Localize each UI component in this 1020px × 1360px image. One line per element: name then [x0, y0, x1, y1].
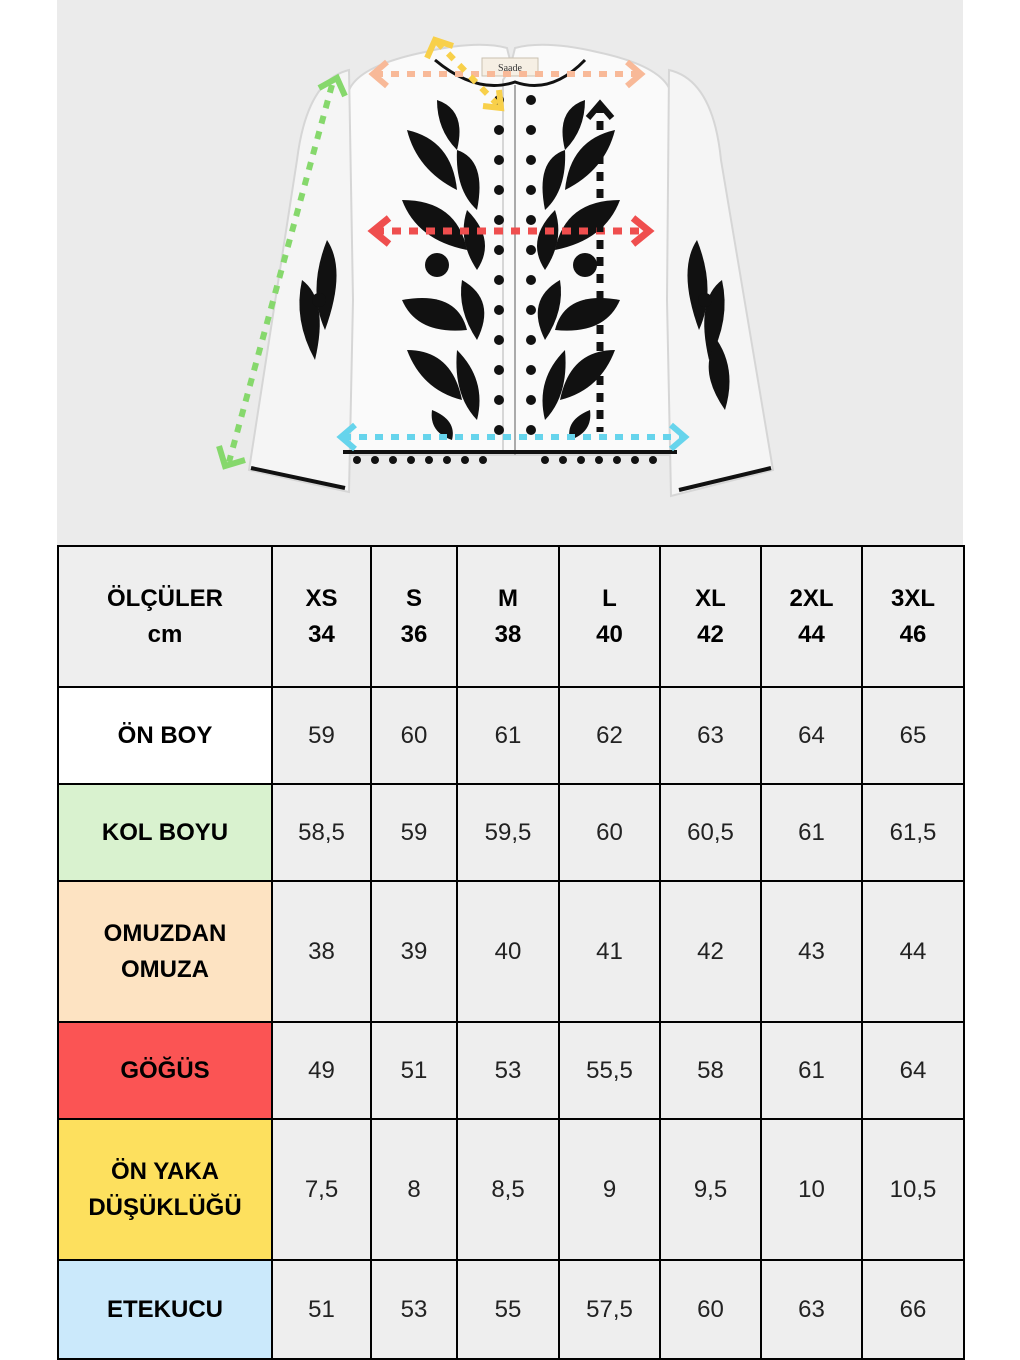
value-cell: 38 [272, 881, 371, 1022]
size-header-s [371, 546, 457, 687]
cell-line: OMUZA [121, 955, 209, 983]
value-cell: 43 [761, 881, 862, 1022]
value-cell: 53 [371, 1260, 457, 1359]
size-name: XL [695, 584, 726, 612]
cell-line: KOL BOYU [101, 818, 229, 846]
value-cell: 59 [371, 784, 457, 881]
value-cell: 49 [272, 1022, 371, 1119]
row-chest [58, 1022, 964, 1119]
row-label-cell [58, 1260, 272, 1359]
value-cell: 9 [559, 1119, 660, 1260]
cell-line: ÖN BOY [117, 721, 213, 749]
value-cell: 63 [660, 687, 761, 784]
cell-line: cm [147, 620, 183, 648]
value-cell: 8,5 [457, 1119, 559, 1260]
value-cell: 60 [660, 1260, 761, 1359]
row-neck-drop [58, 1119, 964, 1260]
row-label-cell [58, 1119, 272, 1260]
size-num: 44 [798, 620, 825, 648]
row-label-cell [58, 1022, 272, 1119]
cell-line: ETEKUCU [106, 1295, 223, 1323]
size-name: S [405, 584, 422, 612]
value-cell: 61 [457, 687, 559, 784]
row-shoulder-width [58, 881, 964, 1022]
size-num: 36 [400, 620, 428, 648]
size-header-l [559, 546, 660, 687]
size-name: M [498, 584, 518, 612]
value-cell: 44 [862, 881, 964, 1022]
value-cell: 59,5 [457, 784, 559, 881]
value-cell: 59 [272, 687, 371, 784]
value-cell: 63 [761, 1260, 862, 1359]
size-num: 38 [494, 620, 522, 648]
value-cell: 51 [371, 1022, 457, 1119]
value-cell: 61 [761, 1022, 862, 1119]
size-header-xl [660, 546, 761, 687]
size-header-3xl [862, 546, 964, 687]
row-label-cell [58, 687, 272, 784]
size-chart-table [57, 545, 965, 1360]
brand-label: Saade [498, 63, 522, 74]
value-cell: 40 [457, 881, 559, 1022]
cell-line: GÖĞÜS [120, 1056, 210, 1084]
cell-line: ÖN YAKA [110, 1157, 220, 1185]
size-num: 42 [697, 620, 724, 648]
value-cell: 62 [559, 687, 660, 784]
size-name: 2XL [789, 584, 834, 612]
size-name: L [602, 584, 617, 612]
value-cell: 41 [559, 881, 660, 1022]
size-header-xs [272, 546, 371, 687]
value-cell: 51 [272, 1260, 371, 1359]
value-cell: 57,5 [559, 1260, 660, 1359]
row-label-cell [58, 881, 272, 1022]
value-cell: 55,5 [559, 1022, 660, 1119]
header-label-cell [58, 546, 272, 687]
cell-line: OMUZDAN [103, 919, 227, 947]
value-cell: 60,5 [660, 784, 761, 881]
value-cell: 61,5 [862, 784, 964, 881]
value-cell: 55 [457, 1260, 559, 1359]
row-front-length [58, 687, 964, 784]
value-cell: 9,5 [660, 1119, 761, 1260]
row-hem-width [58, 1260, 964, 1359]
value-cell: 10 [761, 1119, 862, 1260]
jacket-illustration [57, 0, 963, 545]
value-cell: 53 [457, 1022, 559, 1119]
value-cell: 65 [862, 687, 964, 784]
value-cell: 42 [660, 881, 761, 1022]
size-num: 40 [596, 620, 623, 648]
size-header-m [457, 546, 559, 687]
size-name: 3XL [890, 584, 935, 612]
value-cell: 7,5 [272, 1119, 371, 1260]
value-cell: 58,5 [272, 784, 371, 881]
cell-line: ÖLÇÜLER [107, 584, 223, 612]
value-cell: 64 [761, 687, 862, 784]
row-sleeve-length [58, 784, 964, 881]
size-name: XS [305, 584, 338, 612]
value-cell: 58 [660, 1022, 761, 1119]
product-photo [57, 0, 963, 545]
value-cell: 8 [371, 1119, 457, 1260]
header-row [58, 546, 964, 687]
size-num: 34 [308, 620, 335, 648]
value-cell: 66 [862, 1260, 964, 1359]
value-cell: 64 [862, 1022, 964, 1119]
size-header-2xl [761, 546, 862, 687]
value-cell: 61 [761, 784, 862, 881]
cell-line: DÜŞÜKLÜĞÜ [88, 1193, 242, 1221]
size-num: 46 [899, 620, 927, 648]
value-cell: 60 [559, 784, 660, 881]
value-cell: 60 [371, 687, 457, 784]
value-cell: 39 [371, 881, 457, 1022]
value-cell: 10,5 [862, 1119, 964, 1260]
row-label-cell [58, 784, 272, 881]
